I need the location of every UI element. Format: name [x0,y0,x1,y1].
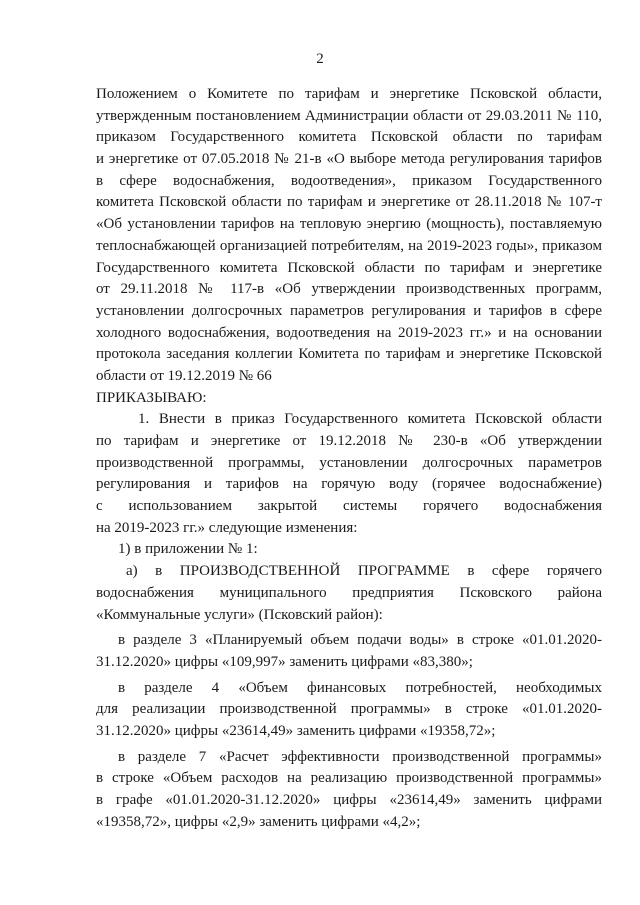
sub-item-1: 1) в приложении № 1: [118,541,258,558]
text-line: холодного водоснабжения, водоотведения на 2019-2023 гг.» и на основании [96,324,602,341]
text-line: и энергетике от 07.05.2018 № 21-в «О выборе метода регулирования тарифов [96,151,602,168]
order-heading: ПРИКАЗЫВАЮ: [96,389,207,406]
text-line: по тарифам и энергетике от 19.12.2018 № 230-в «Об утверждении [96,433,602,449]
text-line: в разделе 4 «Объем финансовых потребностей, необходимых [118,679,602,696]
text-line: в сфере водоснабжения, водоотведения», приказом Государственного [96,172,602,189]
text-line: комитета Псковской области по тарифам и энергетике от 28.11.2018 № 107-т [96,194,602,211]
text-line: производственной программы, установлении долгосрочных параметров [96,454,602,471]
text-line: 31.12.2020» цифры «23614,49» заменить цифрами «19358,72»; [96,722,496,739]
text-line: «Коммунальные услуги» (Псковский район): [96,606,383,623]
text-line: теплоснабжающей организацией потребителям, на 2019-2023 годы», приказом [96,237,602,254]
text-line: области от 19.12.2019 № 66 [96,367,272,384]
page-number: 2 [316,51,324,67]
text-line: 31.12.2020» цифры «109,997» заменить цифрами «83,380»; [96,653,473,670]
text-line: «19358,72», цифры «2,9» заменить цифрами «4,2»; [96,813,421,830]
text-line: водоснабжения муниципального предприятия Псковского района [96,584,602,601]
text-line: «Об установлении тарифов на тепловую энергию (мощность), поставляемую [96,216,602,233]
text-line: для реализации производственной программы» в строке «01.01.2020- [96,701,602,718]
text-line: на 2019-2023 гг.» следующие изменения: [96,519,358,536]
item-1-paragraph [96,409,602,539]
text-line: в разделе 3 «Планируемый объем подачи воды» в строке «01.01.2020- [118,632,602,649]
preamble-paragraph [96,84,602,388]
text-line: а) в ПРОИЗВОДСТВЕННОЙ ПРОГРАММЕ в сфере горячего [126,563,602,580]
section-7-paragraph [96,747,602,834]
section-3-paragraph [96,630,602,673]
text-line: протокола заседания коллегии Комитета по тарифам и энергетике Псковской [96,346,602,363]
text-line: Положением о Комитете по тарифам и энергетике Псковской области, [96,86,602,102]
text-line: 1. Внести в приказ Государственного комитета Псковской области [138,411,602,428]
text-line: установлении долгосрочных параметров регулирования и тарифов в сфере [96,302,602,319]
text-line: в строке «Объем расходов на реализацию производственной программы» [96,770,602,787]
text-line: регулирования и тарифов на горячую воду (горячее водоснабжение) [96,476,602,493]
section-4-paragraph [96,678,602,743]
text-line: от 29.11.2018 № 117-в «Об утверждении производственных программ, [96,281,602,298]
text-line: в разделе 7 «Расчет эффективности производственной программы» [118,748,602,765]
text-line: утвержденным постановлением Администрации области от 29.03.2011 № 110, [96,107,602,124]
sub-item-a-paragraph [96,561,602,626]
text-line: Государственного комитета Псковской области по тарифам и энергетике [96,259,602,276]
text-line: приказом Государственного комитета Псковской области по тарифам [96,129,602,146]
text-line: с использованием закрытой системы горячего водоснабжения [96,498,602,515]
document-body [96,84,602,833]
text-line: в графе «01.01.2020-31.12.2020» цифры «23614,49» заменить цифрами [96,792,602,808]
